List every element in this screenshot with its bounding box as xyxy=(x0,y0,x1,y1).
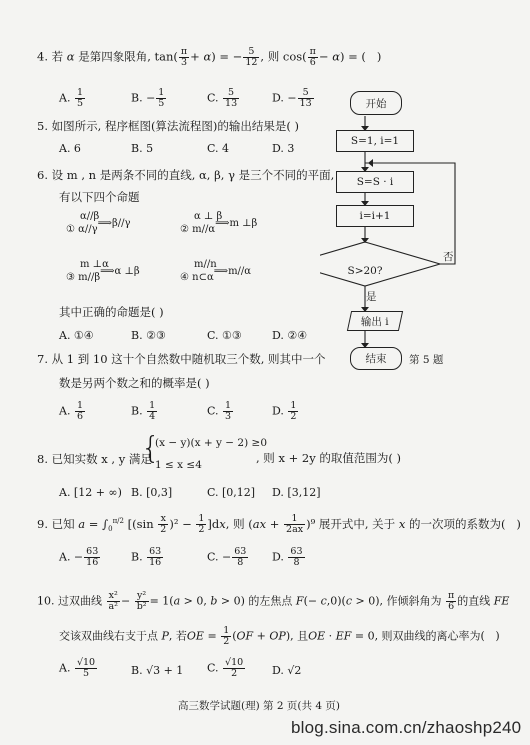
q5-option-c[interactable]: C. 4 xyxy=(207,142,230,155)
q9-option-c[interactable]: C. − $\frac{63}{8}$ xyxy=(207,546,247,568)
q7-option-d[interactable]: D. $\frac{1}{2}$ xyxy=(272,400,297,422)
q4-option-a[interactable]: A. $\frac{1}{5}$ xyxy=(59,87,83,109)
p1-top: α//β xyxy=(80,211,100,222)
q6-proposition-1 xyxy=(66,210,130,236)
blog-watermark: blog.sina.com.cn/zhaoshp240 xyxy=(291,718,522,737)
q10-option-c[interactable]: C. $\frac{√10}{2}$ xyxy=(207,657,244,679)
flowchart-caption: 第 5 题 xyxy=(409,354,444,366)
q10-stem-line2: 交该双曲线右支于点 P, 若OE = $\frac{1}{2}$ (OF + OP), 且OE · EF = 0, 则双曲线的离心率为( ) xyxy=(59,625,500,647)
flowchart-update-i: i=i+1 xyxy=(336,205,414,227)
p2-top: α ⊥ β xyxy=(194,211,223,222)
q5-option-d[interactable]: D. 3 xyxy=(272,142,295,155)
q10-option-d[interactable]: D. √2 xyxy=(272,664,302,677)
q8-stem-post: , 则 x + 2y 的取值范围为( ) xyxy=(256,451,401,465)
q8-stem-pre: 8. 已知实数 x , y 满足 xyxy=(37,452,152,466)
q5-option-b[interactable]: B. 5 xyxy=(131,142,154,155)
q6-option-c[interactable]: C. ①③ xyxy=(207,329,242,342)
p4-res: ⟹m//α xyxy=(213,266,252,277)
page-footer: 高三数学试题(理) 第 2 页(共 4 页) xyxy=(178,700,340,712)
p4-bot: n⊂α xyxy=(192,272,214,283)
flowchart-update-s: S=S · i xyxy=(336,171,414,193)
q6-stem-line3: 其中正确的命题是( ) xyxy=(59,305,164,319)
q8-condition-2: 1 ≤ x ≤4 xyxy=(155,459,202,471)
p2-res: ⟹m ⊥β xyxy=(215,218,258,229)
q9-option-b[interactable]: B. $\frac{63}{16}$ xyxy=(131,546,162,568)
q5-stem: 5. 如图所示, 程序框图(算法流程图)的输出结果是( ) xyxy=(37,119,300,133)
flowchart-condition: S>20? xyxy=(347,265,383,277)
q9-stem: 9. 已知 $a = \int_0^{\pi/2}$ [(sin $\frac{x}{2}$ )² − $\frac{1}{2}$ ]dx, 则 (ax + $\frac{1}{2ax}$ )⁹ 展开式中, 关于 x 的一次项的系数为( ) xyxy=(37,513,521,536)
q10-option-b[interactable]: B. √3 + 1 xyxy=(131,664,184,677)
q7-option-b[interactable]: B. $\frac{1}{4}$ xyxy=(131,400,156,422)
q6-proposition-2 xyxy=(180,210,257,236)
p3-res: ⟹α ⊥β xyxy=(100,266,140,277)
p1-bot: α//γ xyxy=(78,224,98,235)
p2-num: ② xyxy=(180,224,189,235)
flowchart-init: S=1, i=1 xyxy=(336,130,414,152)
p4-num: ④ xyxy=(180,272,189,283)
flowchart-no-label: 否 xyxy=(443,251,454,263)
p1-res: ⟹β//γ xyxy=(97,218,131,229)
q4-option-c[interactable]: C. $\frac{5}{13}$ xyxy=(207,87,238,109)
q6-proposition-3 xyxy=(66,258,140,284)
p3-num: ③ xyxy=(66,272,75,283)
flowchart-output-label: 输出 i xyxy=(361,315,389,328)
p3-top: m ⊥α xyxy=(80,259,109,270)
q8-condition-1: (x − y)(x + y − 2) ≥0 xyxy=(155,437,268,449)
q7-stem-line2: 数是另两个数之和的概率是( ) xyxy=(59,376,210,390)
p3-bot: m//β xyxy=(78,272,101,283)
q6-stem-line2: 有以下四个命题 xyxy=(59,190,140,204)
flowchart-yes-label: 是 xyxy=(366,291,377,303)
q8-option-c[interactable]: C. [0,12] xyxy=(207,486,256,499)
q6-stem-line1: 6. 设 m , n 是两条不同的直线, α, β, γ 是三个不同的平面, xyxy=(37,168,335,182)
flowchart-end: 结束 xyxy=(350,347,402,370)
q8-brace: { xyxy=(141,431,161,466)
q4-option-b[interactable]: B. − $\frac{1}{5}$ xyxy=(131,87,165,109)
q6-option-d[interactable]: D. ②④ xyxy=(272,329,308,342)
q6-option-b[interactable]: B. ②③ xyxy=(131,329,166,342)
q6-option-a[interactable]: A. ①④ xyxy=(59,329,94,342)
q5-option-a[interactable]: A. 6 xyxy=(59,142,81,155)
q8-option-b[interactable]: B. [0,3] xyxy=(131,486,173,499)
p2-bot: m//α xyxy=(192,224,216,235)
q8-option-d[interactable]: D. [3,12] xyxy=(272,486,321,499)
q6-proposition-4 xyxy=(180,258,251,284)
q9-option-d[interactable]: D. $\frac{63}{8}$ xyxy=(272,546,303,568)
flowchart-start: 开始 xyxy=(350,91,402,115)
q4-stem: 4. 若 α 是第四象限角, tan( $\frac{\pi}{3}$ + α) = − $\frac{5}{12}$ , 则 cos( $\frac{\pi}{6}$ − α) = ( ) xyxy=(37,46,382,68)
flowchart-output xyxy=(347,311,403,331)
p1-num: ① xyxy=(66,224,75,235)
q9-option-a[interactable]: A. − $\frac{63}{16}$ xyxy=(59,546,99,568)
q7-stem-line1: 7. 从 1 到 10 这十个自然数中随机取三个数, 则其中一个 xyxy=(37,352,326,366)
q10-stem-line1: 10. 过双曲线 $\frac{\text{x²}}{\text{a²}}$ − $\frac{\text{y²}}{\text{b²}}$ = 1(a > 0, b > 0) 的左焦点 F(− c,0)(c > 0), 作倾斜角为 $\frac{\pi}{6}$ 的直线 FE xyxy=(37,590,510,612)
q8-option-a[interactable]: A. [12 + ∞) xyxy=(59,486,122,499)
p4-top: m//n xyxy=(194,259,217,270)
q10-option-a[interactable]: A. $\frac{√10}{5}$ xyxy=(59,657,96,679)
q4-option-d[interactable]: D. − $\frac{5}{13}$ xyxy=(272,87,312,109)
q7-option-a[interactable]: A. $\frac{1}{6}$ xyxy=(59,400,83,422)
q7-option-c[interactable]: C. $\frac{1}{3}$ xyxy=(207,400,232,422)
